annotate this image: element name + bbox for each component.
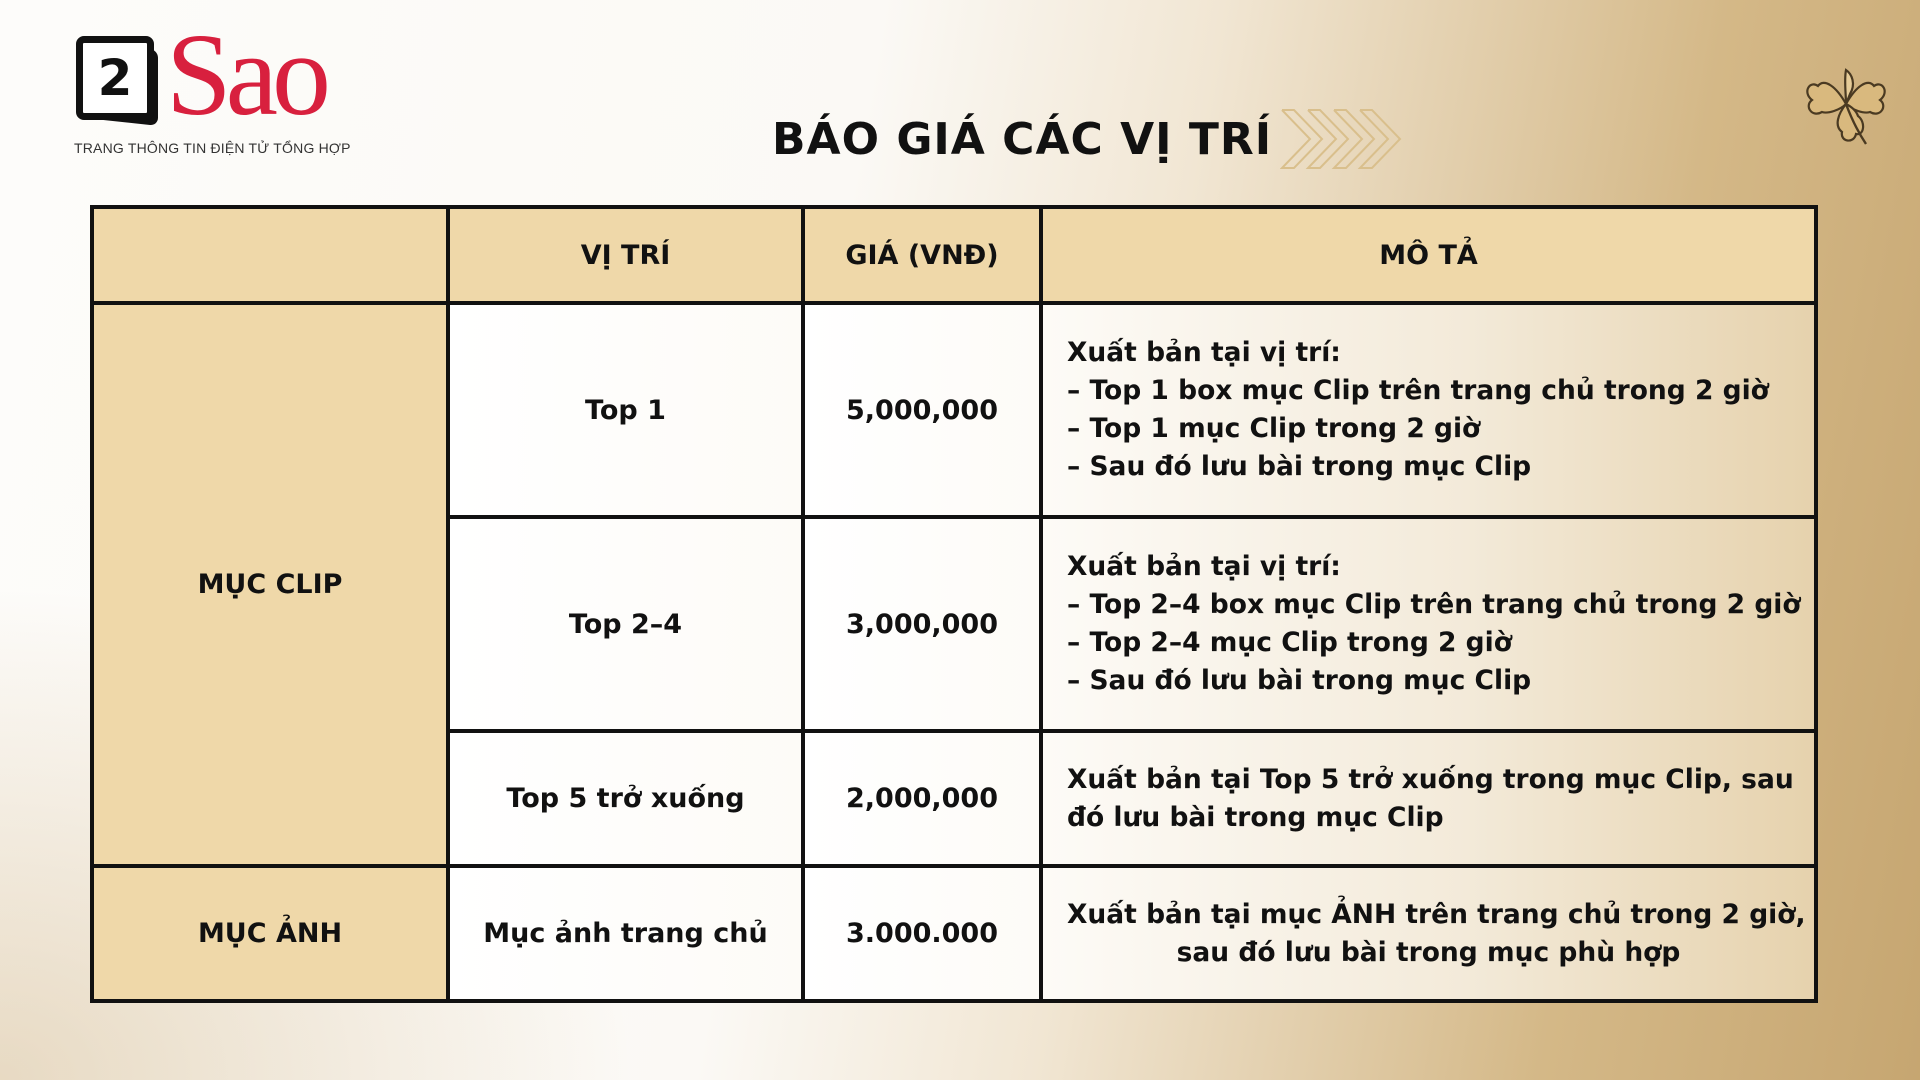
description-cell <box>1041 517 1816 731</box>
header-cell: GIÁ (VNĐ) <box>803 207 1041 303</box>
description-line: Xuất bản tại mục ẢNH trên trang chủ trong 2 giờ, <box>1067 898 1806 930</box>
category-cell: MỤC ẢNH <box>92 866 448 1001</box>
header-cell <box>92 207 448 303</box>
description-line: Xuất bản tại Top 5 trở xuống trong mục Clip, sau <box>1067 763 1794 795</box>
description-cell <box>1041 303 1816 517</box>
logo-digit: 2 <box>76 36 154 120</box>
position-cell: Top 5 trở xuống <box>448 731 803 866</box>
position-cell: Top 2–4 <box>448 517 803 731</box>
chevrons-right-icon <box>1280 108 1402 170</box>
price-table <box>90 205 1818 1003</box>
position-cell: Top 1 <box>448 303 803 517</box>
description-line: – Top 2–4 mục Clip trong 2 giờ <box>1067 627 1512 658</box>
brand-logo[interactable] <box>74 9 351 162</box>
table-row <box>92 303 1816 517</box>
price-cell: 5,000,000 <box>803 303 1041 517</box>
header-cell: VỊ TRÍ <box>448 207 803 303</box>
table-row <box>92 866 1816 1001</box>
header-cell: MÔ TẢ <box>1041 207 1816 303</box>
position-cell: Mục ảnh trang chủ <box>448 866 803 1001</box>
price-cell: 3.000.000 <box>803 866 1041 1001</box>
logo-word: Sao <box>166 9 325 140</box>
clover-icon <box>1800 64 1892 148</box>
price-cell: 3,000,000 <box>803 517 1041 731</box>
description-line: – Sau đó lưu bài trong mục Clip <box>1067 451 1532 482</box>
logo-mark <box>76 36 160 122</box>
description-line: Xuất bản tại vị trí: <box>1067 551 1341 582</box>
price-cell: 2,000,000 <box>803 731 1041 866</box>
description-line: – Top 1 box mục Clip trên trang chủ trong 2 giờ <box>1067 375 1769 406</box>
table-header-row <box>92 207 1816 303</box>
description-line: – Sau đó lưu bài trong mục Clip <box>1067 665 1532 696</box>
description-line: đó lưu bài trong mục Clip <box>1067 801 1444 833</box>
description-line: – Top 2–4 box mục Clip trên trang chủ trong 2 giờ <box>1067 589 1801 620</box>
description-line: sau đó lưu bài trong mục phù hợp <box>1176 936 1681 968</box>
description-cell <box>1041 731 1816 866</box>
description-line: Xuất bản tại vị trí: <box>1067 337 1341 368</box>
description-cell <box>1041 866 1816 1001</box>
description-line: – Top 1 mục Clip trong 2 giờ <box>1067 413 1481 444</box>
category-cell: MỤC CLIP <box>92 303 448 866</box>
logo-tagline: TRANG THÔNG TIN ĐIỆN TỬ TỔNG HỢP <box>74 140 351 156</box>
page-title: BÁO GIÁ CÁC VỊ TRÍ <box>772 114 1273 165</box>
